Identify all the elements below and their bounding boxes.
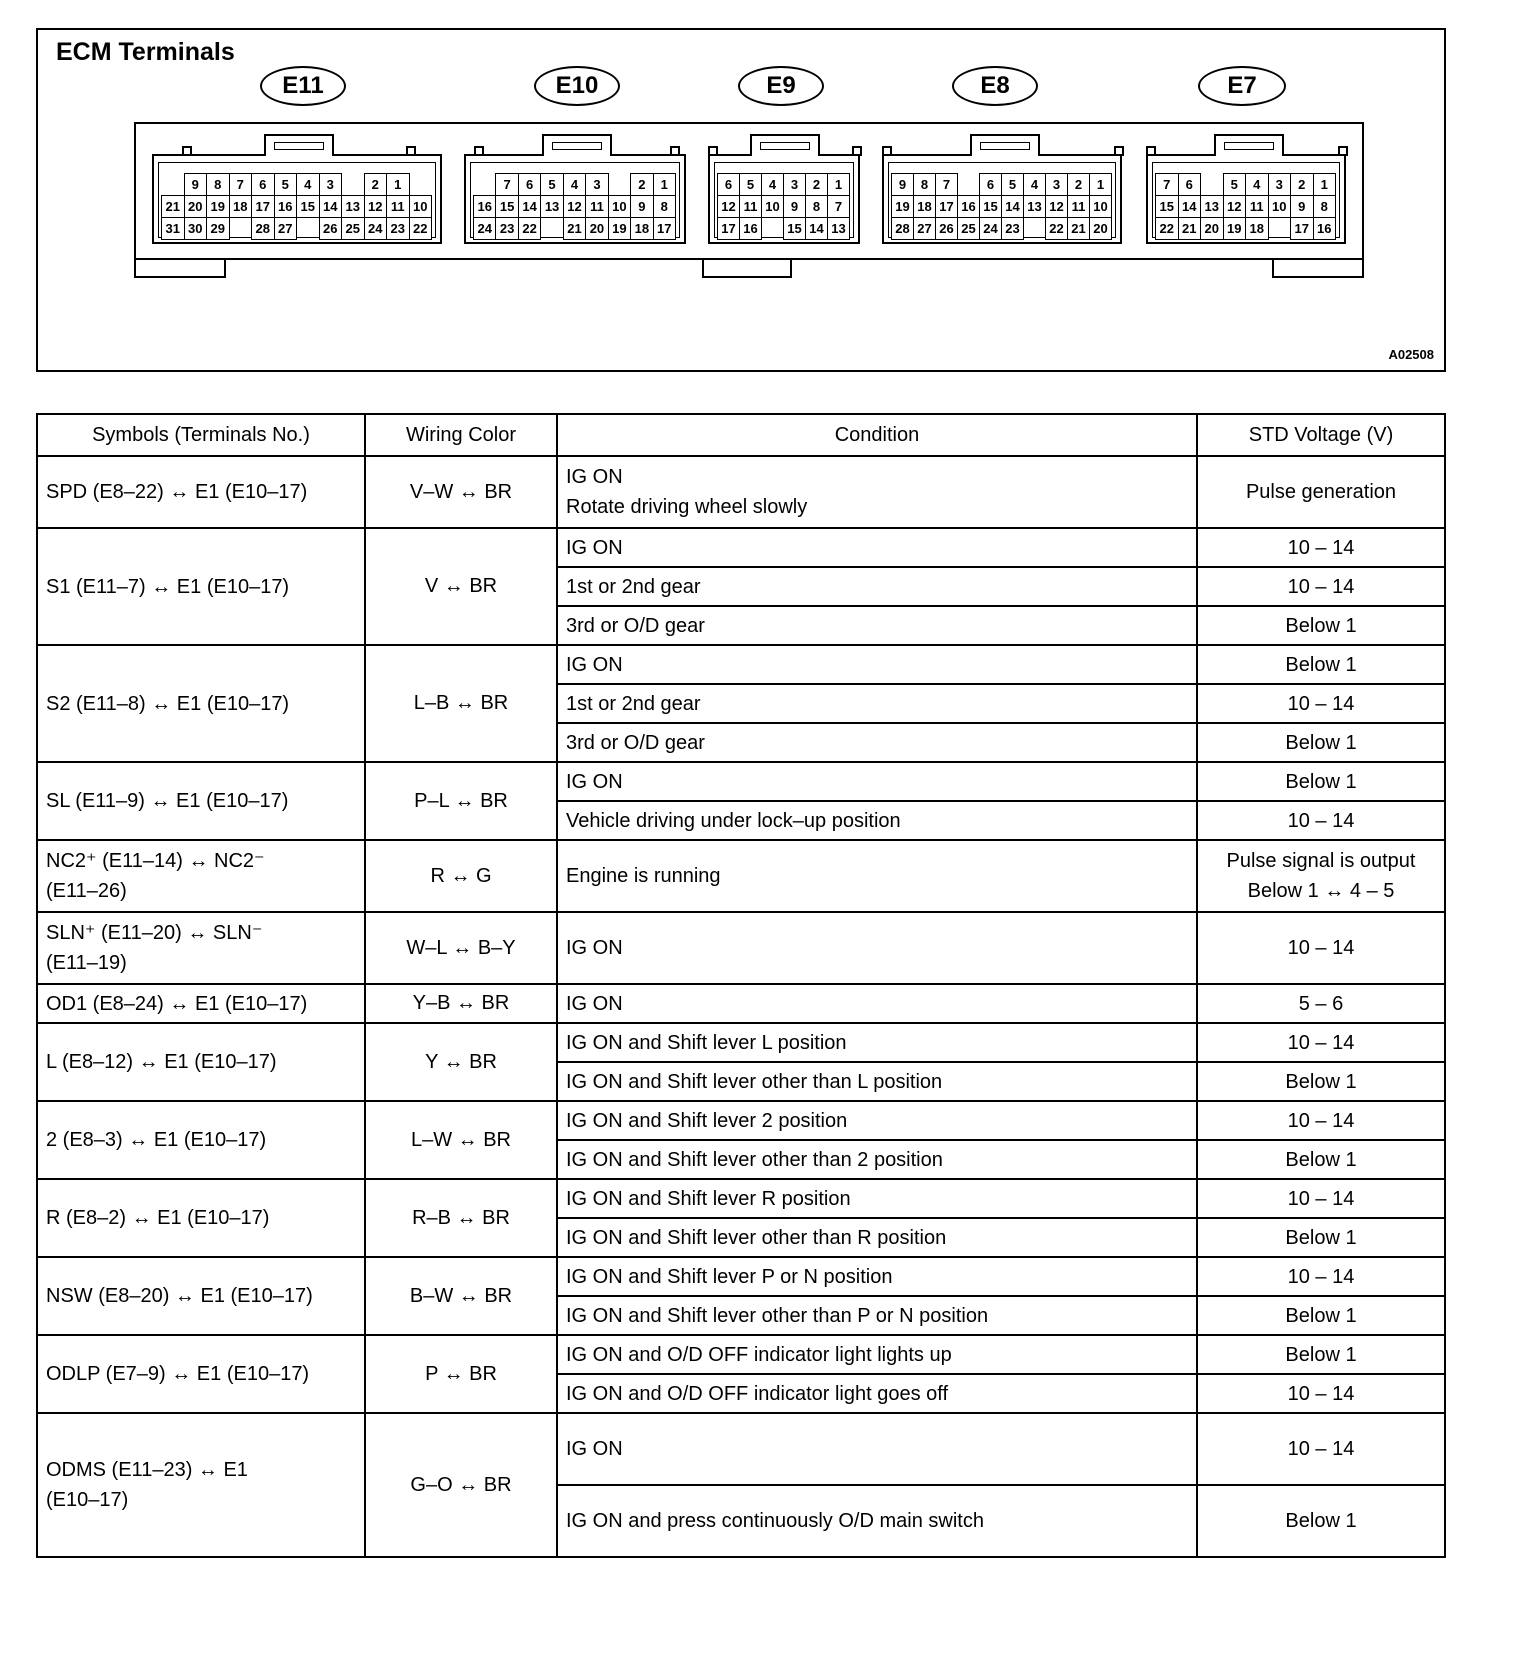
symbol-cell: SLN⁺ (E11–20) ↔ SLN⁻ (E11–19) <box>37 912 365 984</box>
terminal-pin: 1 <box>1089 173 1112 196</box>
connector-label-e10: E10 <box>534 66 620 106</box>
terminal-pin: 6 <box>251 173 275 196</box>
terminal-pin: 12 <box>563 195 586 218</box>
condition-cell: IG ON and press continuously O/D main switch <box>557 1485 1197 1557</box>
symbol-cell: R (E8–2) ↔ E1 (E10–17) <box>37 1179 365 1257</box>
table-row <box>37 1023 1445 1062</box>
std-voltage-cell: 10 – 14 <box>1197 1023 1445 1062</box>
condition-cell: IG ON and Shift lever other than P or N position <box>557 1296 1197 1335</box>
condition-cell: 3rd or O/D gear <box>557 723 1197 762</box>
condition-cell: 1st or 2nd gear <box>557 567 1197 606</box>
terminal-pin: 10 <box>761 195 784 218</box>
terminal-pin: 15 <box>495 195 518 218</box>
terminal-pin: 10 <box>1268 195 1292 218</box>
std-voltage-cell: 10 – 14 <box>1197 1413 1445 1485</box>
connector-label-e11: E11 <box>260 66 346 106</box>
terminal-pin: 5 <box>1001 173 1024 196</box>
terminal-pin: 12 <box>1223 195 1247 218</box>
table-row <box>37 762 1445 801</box>
terminal-pin: 23 <box>1001 217 1024 240</box>
wiring-color-cell: R–B ↔ BR <box>365 1179 557 1257</box>
terminal-pin: 9 <box>891 173 914 196</box>
connector-e11-pins <box>162 174 432 240</box>
terminal-pin: 3 <box>319 173 343 196</box>
terminal-pin: 21 <box>161 195 185 218</box>
terminal-pin: 8 <box>206 173 230 196</box>
terminal-pin <box>957 173 980 196</box>
symbol-cell: SL (E11–9) ↔ E1 (E10–17) <box>37 762 365 840</box>
terminal-pin: 2 <box>805 173 828 196</box>
std-voltage-cell: 10 – 14 <box>1197 801 1445 840</box>
table-row <box>37 912 1445 984</box>
wiring-color-cell: W–L ↔ B–Y <box>365 912 557 984</box>
terminal-pin <box>1200 173 1224 196</box>
std-voltage-cell: Below 1 <box>1197 606 1445 645</box>
terminal-pin: 25 <box>341 217 365 240</box>
terminal-pin: 9 <box>184 173 208 196</box>
table-row <box>37 1413 1445 1485</box>
terminal-pin: 4 <box>563 173 586 196</box>
terminal-pin: 10 <box>1089 195 1112 218</box>
terminal-pin: 13 <box>827 217 850 240</box>
table-row <box>37 456 1445 528</box>
terminal-pin: 26 <box>319 217 343 240</box>
terminal-pin: 17 <box>717 217 740 240</box>
condition-cell: IG ON and Shift lever P or N position <box>557 1257 1197 1296</box>
terminal-pin: 7 <box>1155 173 1179 196</box>
terminal-pin: 29 <box>206 217 230 240</box>
terminal-pin: 4 <box>761 173 784 196</box>
terminal-pin: 27 <box>274 217 298 240</box>
table-row <box>37 1101 1445 1140</box>
condition-cell: Vehicle driving under lock–up position <box>557 801 1197 840</box>
table-row <box>37 1335 1445 1374</box>
connector-e7 <box>1146 154 1346 244</box>
terminal-pin: 6 <box>717 173 740 196</box>
terminal-pin: 12 <box>717 195 740 218</box>
connector-e11 <box>152 154 442 244</box>
terminal-pin: 22 <box>518 217 541 240</box>
housing-tab-right <box>1272 260 1364 278</box>
std-voltage-cell: Pulse signal is output Below 1 ↔ 4 – 5 <box>1197 840 1445 912</box>
terminal-pin: 11 <box>1067 195 1090 218</box>
terminal-pin: 12 <box>364 195 388 218</box>
symbol-cell: OD1 (E8–24) ↔ E1 (E10–17) <box>37 984 365 1023</box>
terminal-pin <box>761 217 784 240</box>
symbol-cell: NSW (E8–20) ↔ E1 (E10–17) <box>37 1257 365 1335</box>
condition-cell: IG ON and Shift lever R position <box>557 1179 1197 1218</box>
terminal-pin: 4 <box>1245 173 1269 196</box>
terminal-pin: 8 <box>913 173 936 196</box>
terminal-pin: 13 <box>341 195 365 218</box>
connector-e8 <box>882 154 1122 244</box>
header-std-voltage: STD Voltage (V) <box>1197 414 1445 456</box>
std-voltage-cell: Below 1 <box>1197 645 1445 684</box>
condition-cell: IG ON and Shift lever other than R position <box>557 1218 1197 1257</box>
terminal-pin: 16 <box>739 217 762 240</box>
std-voltage-cell: 10 – 14 <box>1197 567 1445 606</box>
table-row <box>37 645 1445 684</box>
terminal-pin: 11 <box>739 195 762 218</box>
terminal-pin: 17 <box>653 217 676 240</box>
terminal-pin: 17 <box>1290 217 1314 240</box>
terminal-pin: 23 <box>495 217 518 240</box>
terminal-pin: 11 <box>386 195 410 218</box>
terminal-pin: 15 <box>296 195 320 218</box>
terminal-pin: 24 <box>473 217 496 240</box>
terminal-pin: 23 <box>386 217 410 240</box>
terminal-pin: 18 <box>1245 217 1269 240</box>
connector-e7-pins <box>1156 174 1336 240</box>
terminal-pin: 31 <box>161 217 185 240</box>
wiring-color-cell: Y ↔ BR <box>365 1023 557 1101</box>
terminal-pin: 5 <box>739 173 762 196</box>
terminal-pin: 28 <box>891 217 914 240</box>
table-header-row <box>37 414 1445 456</box>
terminal-pin: 20 <box>1089 217 1112 240</box>
terminal-pin: 30 <box>184 217 208 240</box>
std-voltage-cell: Pulse generation <box>1197 456 1445 528</box>
terminal-pin: 1 <box>827 173 850 196</box>
terminal-pin <box>608 173 631 196</box>
terminal-pin: 16 <box>957 195 980 218</box>
terminal-pin: 3 <box>1268 173 1292 196</box>
wiring-color-cell: B–W ↔ BR <box>365 1257 557 1335</box>
terminal-pin: 3 <box>1045 173 1068 196</box>
terminal-pin: 5 <box>1223 173 1247 196</box>
symbol-cell: NC2⁺ (E11–14) ↔ NC2⁻ (E11–26) <box>37 840 365 912</box>
terminal-pin: 4 <box>296 173 320 196</box>
std-voltage-cell: 10 – 14 <box>1197 684 1445 723</box>
terminal-pin: 26 <box>935 217 958 240</box>
std-voltage-cell: 5 – 6 <box>1197 984 1445 1023</box>
terminal-pin: 15 <box>1155 195 1179 218</box>
terminal-pin: 7 <box>935 173 958 196</box>
terminal-pin: 28 <box>251 217 275 240</box>
condition-cell: IG ON and Shift lever other than L position <box>557 1062 1197 1101</box>
terminal-pin: 19 <box>891 195 914 218</box>
terminal-pin: 13 <box>540 195 563 218</box>
terminal-pin: 9 <box>1290 195 1314 218</box>
std-voltage-cell: Below 1 <box>1197 1062 1445 1101</box>
std-voltage-cell: 10 – 14 <box>1197 1101 1445 1140</box>
terminal-pin: 8 <box>805 195 828 218</box>
housing-tab-center <box>702 260 792 278</box>
terminal-pin <box>409 173 433 196</box>
std-voltage-cell: Below 1 <box>1197 762 1445 801</box>
terminal-pin: 5 <box>274 173 298 196</box>
terminal-pin <box>161 173 185 196</box>
table-row <box>37 984 1445 1023</box>
terminal-pin: 24 <box>979 217 1002 240</box>
header-symbols: Symbols (Terminals No.) <box>37 414 365 456</box>
terminal-pin <box>473 173 496 196</box>
terminal-pin <box>229 217 253 240</box>
terminal-pin <box>1268 217 1292 240</box>
connector-e8-pins <box>892 174 1112 240</box>
std-voltage-cell: Below 1 <box>1197 1218 1445 1257</box>
condition-cell: IG ON and Shift lever L position <box>557 1023 1197 1062</box>
connector-e9-pins <box>718 174 850 240</box>
terminal-pin: 9 <box>630 195 653 218</box>
terminal-pin: 2 <box>364 173 388 196</box>
condition-cell: IG ON and O/D OFF indicator light lights up <box>557 1335 1197 1374</box>
connector-e10 <box>464 154 686 244</box>
terminal-pin: 15 <box>783 217 806 240</box>
wiring-color-cell: L–B ↔ BR <box>365 645 557 762</box>
ecm-terminal-table <box>36 413 1446 1558</box>
terminal-pin: 18 <box>229 195 253 218</box>
terminal-pin: 14 <box>1178 195 1202 218</box>
terminal-pin: 19 <box>206 195 230 218</box>
table-row <box>37 840 1445 912</box>
terminal-pin: 16 <box>473 195 496 218</box>
terminal-pin: 14 <box>319 195 343 218</box>
condition-cell: IG ON <box>557 528 1197 567</box>
connector-e10-pins <box>474 174 676 240</box>
header-condition: Condition <box>557 414 1197 456</box>
terminal-pin: 20 <box>184 195 208 218</box>
terminal-pin: 17 <box>935 195 958 218</box>
condition-cell: IG ON <box>557 762 1197 801</box>
terminal-pin <box>341 173 365 196</box>
symbol-cell: S1 (E11–7) ↔ E1 (E10–17) <box>37 528 365 645</box>
condition-cell: 1st or 2nd gear <box>557 684 1197 723</box>
terminal-pin: 10 <box>409 195 433 218</box>
symbol-cell: S2 (E11–8) ↔ E1 (E10–17) <box>37 645 365 762</box>
terminal-pin: 6 <box>979 173 1002 196</box>
std-voltage-cell: Below 1 <box>1197 1335 1445 1374</box>
std-voltage-cell: Below 1 <box>1197 1296 1445 1335</box>
terminal-pin <box>540 217 563 240</box>
terminal-pin: 22 <box>1045 217 1068 240</box>
terminal-pin: 2 <box>630 173 653 196</box>
terminal-pin: 18 <box>630 217 653 240</box>
wiring-color-cell: P ↔ BR <box>365 1335 557 1413</box>
terminal-pin: 17 <box>251 195 275 218</box>
terminal-pin <box>296 217 320 240</box>
terminal-pin: 10 <box>608 195 631 218</box>
terminal-pin: 11 <box>585 195 608 218</box>
terminal-pin: 24 <box>364 217 388 240</box>
terminal-pin: 12 <box>1045 195 1068 218</box>
condition-cell: IG ON and Shift lever 2 position <box>557 1101 1197 1140</box>
terminal-pin: 27 <box>913 217 936 240</box>
terminal-pin: 13 <box>1023 195 1046 218</box>
condition-cell: IG ON <box>557 1413 1197 1485</box>
ecm-housing <box>134 122 1364 260</box>
table-row <box>37 528 1445 567</box>
std-voltage-cell: Below 1 <box>1197 1140 1445 1179</box>
wiring-color-cell: L–W ↔ BR <box>365 1101 557 1179</box>
terminal-pin: 8 <box>653 195 676 218</box>
terminal-pin: 2 <box>1067 173 1090 196</box>
symbol-cell: SPD (E8–22) ↔ E1 (E10–17) <box>37 456 365 528</box>
terminal-pin: 22 <box>1155 217 1179 240</box>
condition-cell: IG ON Rotate driving wheel slowly <box>557 456 1197 528</box>
wiring-color-cell: P–L ↔ BR <box>365 762 557 840</box>
terminal-pin: 1 <box>1313 173 1337 196</box>
terminal-pin: 15 <box>979 195 1002 218</box>
wiring-color-cell: Y–B ↔ BR <box>365 984 557 1023</box>
condition-cell: IG ON <box>557 984 1197 1023</box>
terminal-pin: 22 <box>409 217 433 240</box>
terminal-pin: 9 <box>783 195 806 218</box>
symbol-cell: ODMS (E11–23) ↔ E1 (E10–17) <box>37 1413 365 1557</box>
terminal-pin: 8 <box>1313 195 1337 218</box>
wiring-color-cell: R ↔ G <box>365 840 557 912</box>
connector-label-e7: E7 <box>1198 66 1286 106</box>
terminal-pin: 21 <box>1067 217 1090 240</box>
terminal-pin: 11 <box>1245 195 1269 218</box>
terminal-pin: 14 <box>805 217 828 240</box>
terminal-pin: 1 <box>386 173 410 196</box>
terminal-pin: 7 <box>827 195 850 218</box>
terminal-pin: 4 <box>1023 173 1046 196</box>
table-body <box>37 456 1445 1557</box>
condition-cell: IG ON and O/D OFF indicator light goes off <box>557 1374 1197 1413</box>
connector-label-e8: E8 <box>952 66 1038 106</box>
diagram-title: ECM Terminals <box>56 38 235 66</box>
terminal-pin: 14 <box>1001 195 1024 218</box>
std-voltage-cell: 10 – 14 <box>1197 912 1445 984</box>
connector-e9 <box>708 154 860 244</box>
terminal-pin: 19 <box>1223 217 1247 240</box>
wiring-color-cell: V–W ↔ BR <box>365 456 557 528</box>
terminal-pin: 2 <box>1290 173 1314 196</box>
terminal-pin: 21 <box>1178 217 1202 240</box>
terminal-pin: 25 <box>957 217 980 240</box>
std-voltage-cell: 10 – 14 <box>1197 1179 1445 1218</box>
figure-reference: A02508 <box>1388 347 1434 362</box>
std-voltage-cell: 10 – 14 <box>1197 1374 1445 1413</box>
terminal-pin: 16 <box>274 195 298 218</box>
terminal-pin: 13 <box>1200 195 1224 218</box>
terminal-pin: 7 <box>495 173 518 196</box>
header-wiring-color: Wiring Color <box>365 414 557 456</box>
terminal-pin: 16 <box>1313 217 1337 240</box>
terminal-pin <box>1023 217 1046 240</box>
std-voltage-cell: 10 – 14 <box>1197 1257 1445 1296</box>
terminal-pin: 19 <box>608 217 631 240</box>
symbol-cell: ODLP (E7–9) ↔ E1 (E10–17) <box>37 1335 365 1413</box>
terminal-pin: 21 <box>563 217 586 240</box>
terminal-pin: 1 <box>653 173 676 196</box>
std-voltage-cell: 10 – 14 <box>1197 528 1445 567</box>
terminal-pin: 3 <box>783 173 806 196</box>
terminal-pin: 20 <box>585 217 608 240</box>
condition-cell: 3rd or O/D gear <box>557 606 1197 645</box>
terminal-pin: 20 <box>1200 217 1224 240</box>
terminal-pin: 7 <box>229 173 253 196</box>
condition-cell: IG ON <box>557 912 1197 984</box>
terminal-pin: 18 <box>913 195 936 218</box>
std-voltage-cell: Below 1 <box>1197 1485 1445 1557</box>
symbol-cell: 2 (E8–3) ↔ E1 (E10–17) <box>37 1101 365 1179</box>
terminal-pin: 6 <box>1178 173 1202 196</box>
wiring-color-cell: G–O ↔ BR <box>365 1413 557 1557</box>
table-row <box>37 1179 1445 1218</box>
condition-cell: IG ON <box>557 645 1197 684</box>
std-voltage-cell: Below 1 <box>1197 723 1445 762</box>
housing-tab-left <box>134 260 226 278</box>
ecm-terminal-diagram <box>36 28 1446 372</box>
condition-cell: Engine is running <box>557 840 1197 912</box>
table-row <box>37 1257 1445 1296</box>
terminal-pin: 3 <box>585 173 608 196</box>
terminal-pin: 6 <box>518 173 541 196</box>
condition-cell: IG ON and Shift lever other than 2 position <box>557 1140 1197 1179</box>
terminal-pin: 14 <box>518 195 541 218</box>
symbol-cell: L (E8–12) ↔ E1 (E10–17) <box>37 1023 365 1101</box>
wiring-color-cell: V ↔ BR <box>365 528 557 645</box>
terminal-pin: 5 <box>540 173 563 196</box>
connector-label-e9: E9 <box>738 66 824 106</box>
